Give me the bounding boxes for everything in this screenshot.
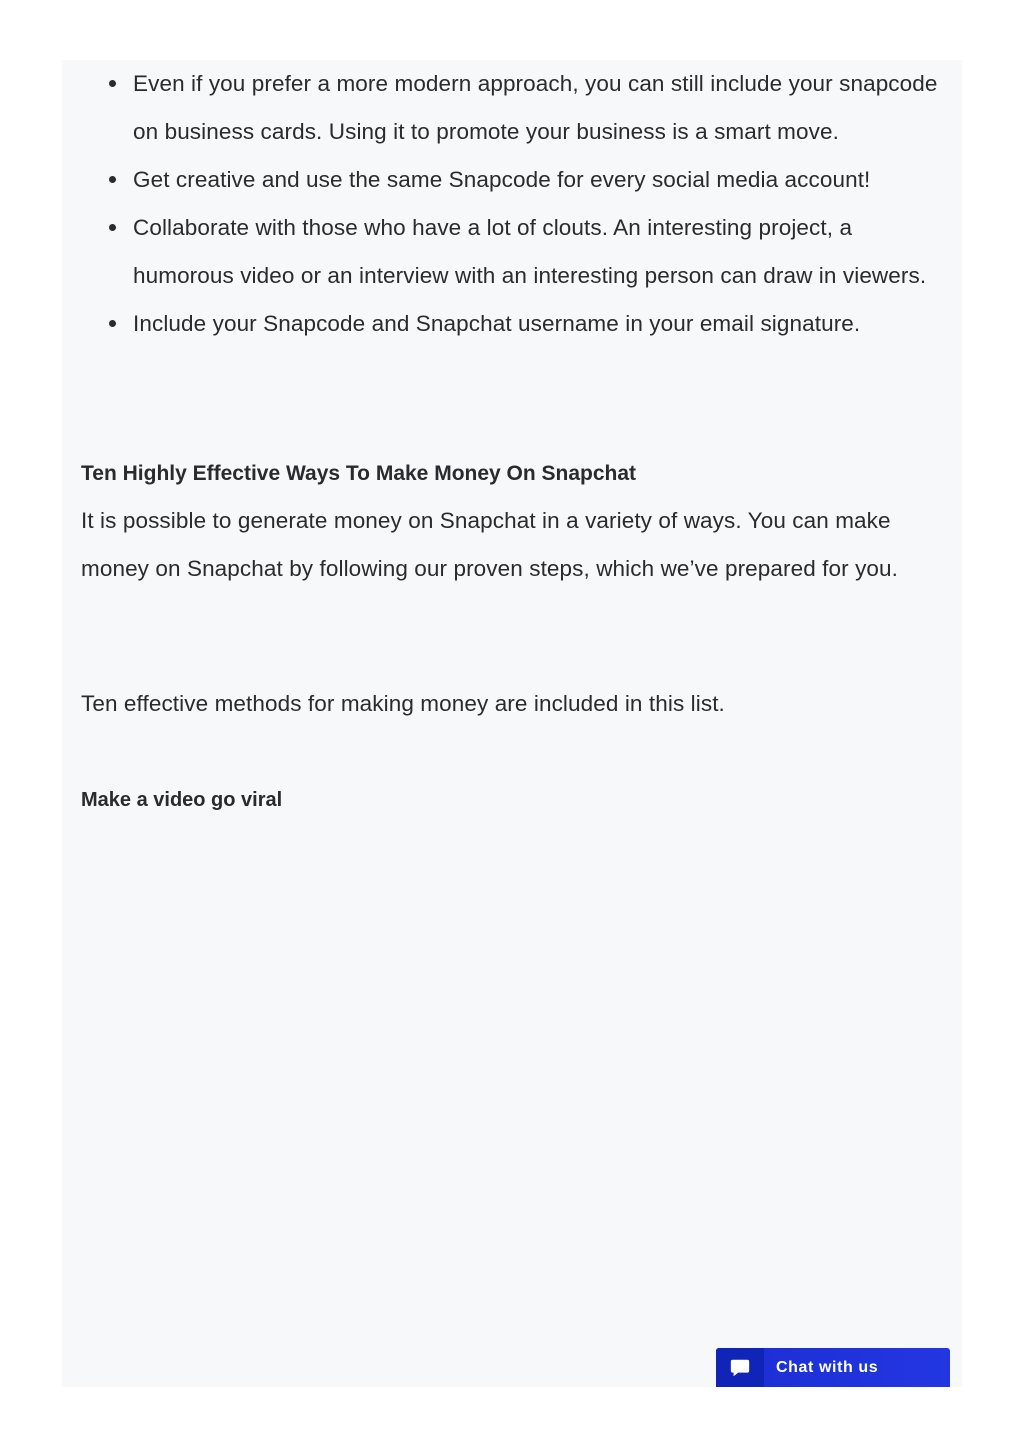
chat-bubble-icon (716, 1348, 764, 1387)
bullet-dot (109, 80, 116, 87)
list-item (62, 60, 962, 156)
list-item-text: Get creative and use the same Snapcode for every social media account! (133, 167, 871, 192)
list-item-text: Collaborate with those who have a lot of clouts. An interesting project, a humorous video or an interview with an interesting person can draw in viewers. (133, 215, 927, 288)
list-item (62, 300, 962, 348)
tips-list (62, 60, 962, 348)
subheading: Make a video go viral (81, 789, 283, 811)
list-item (62, 204, 962, 300)
intro-paragraph: It is possible to generate money on Snapchat in a variety of ways. You can make money on Snapchat by following our proven steps, which we’ve prepared for you. (81, 508, 899, 581)
list-intro-paragraph: Ten effective methods for making money are included in this list. (81, 691, 725, 716)
list-item-text: Include your Snapcode and Snapchat username in your email signature. (133, 311, 861, 336)
bullet-dot (109, 224, 116, 231)
chat-widget-button[interactable] (716, 1348, 950, 1387)
list-item (62, 156, 962, 204)
chat-widget-label: Chat with us (776, 1358, 879, 1376)
article-body (62, 60, 962, 1387)
bullet-dot (109, 320, 116, 327)
bullet-dot (109, 176, 116, 183)
list-item-text: Even if you prefer a more modern approach, you can still include your snapcode on business cards. Using it to promote your business is a smart move. (133, 71, 938, 144)
section-heading: Ten Highly Effective Ways To Make Money On Snapchat (81, 462, 637, 485)
